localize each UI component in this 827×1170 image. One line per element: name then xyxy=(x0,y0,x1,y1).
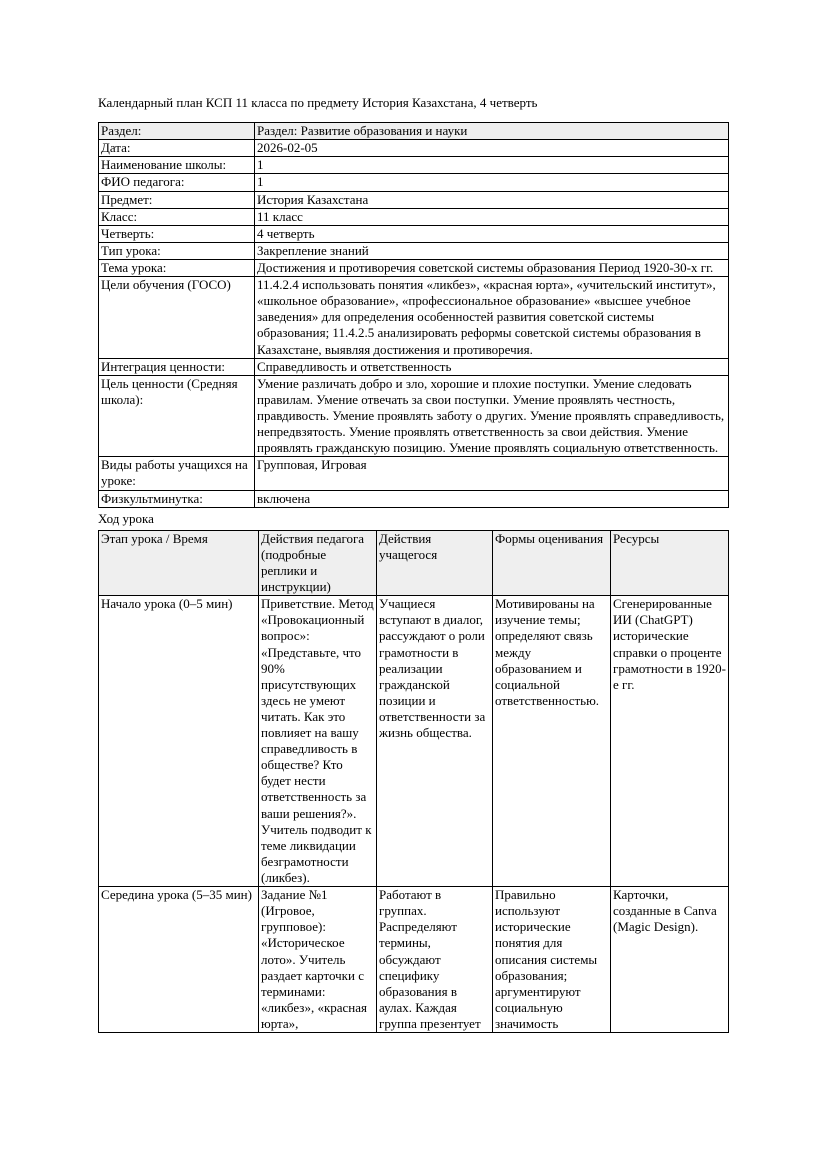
info-value-cell: Справедливость и ответственность xyxy=(255,358,729,375)
table-row xyxy=(99,225,729,242)
info-label-cell: Тип урока: xyxy=(99,242,255,259)
info-value-cell: История Казахстана xyxy=(255,191,729,208)
table-row xyxy=(99,191,729,208)
table-row xyxy=(99,457,729,490)
column-header-assessment: Формы оценивания xyxy=(493,530,611,595)
table-row xyxy=(99,596,729,887)
info-label-cell: Цель ценности (Средняя школа): xyxy=(99,375,255,457)
lesson-flow-heading: Ход урока xyxy=(98,510,154,526)
student-actions-cell: Работают в группах. Распределяют термины, обсуждают специфику образования в аулах. Каждая группа презентует xyxy=(377,887,493,1033)
assessment-cell: Мотивированы на изучение темы; определяют связь между образованием и социальной ответственностью. xyxy=(493,596,611,887)
info-label-cell: Дата: xyxy=(99,140,255,157)
table-row xyxy=(99,157,729,174)
info-value-cell: 4 четверть xyxy=(255,225,729,242)
table-row xyxy=(99,140,729,157)
info-value-cell: Раздел: Развитие образования и науки xyxy=(255,123,729,140)
lesson-info-table xyxy=(98,122,729,508)
column-header-resources: Ресурсы xyxy=(611,530,729,595)
info-label-cell: ФИО педагога: xyxy=(99,174,255,191)
table-row xyxy=(99,174,729,191)
info-value-cell: 11.4.2.4 использовать понятия «ликбез», «красная юрта», «учительский институт», «школьное образование», «профессиональное образование» «высшее учебное заведения» для определения особенностей развития советской системы образования; 11.4.2.5 анализировать реформы советской системы образования в Казахстане, выявляя достижения и противоречия. xyxy=(255,277,729,359)
info-value-cell: 11 класс xyxy=(255,208,729,225)
info-label-cell: Физкультминутка: xyxy=(99,490,255,507)
info-label-cell: Интеграция ценности: xyxy=(99,358,255,375)
table-row xyxy=(99,277,729,359)
lesson-flow-table xyxy=(98,530,729,1033)
student-actions-cell: Учащиеся вступают в диалог, рассуждают о роли грамотности в реализации гражданской позиции и ответственности за жизнь общества. xyxy=(377,596,493,887)
info-label-cell: Наименование школы: xyxy=(99,157,255,174)
table-row xyxy=(99,123,729,140)
table-row xyxy=(99,887,729,1033)
info-label-cell: Тема урока: xyxy=(99,259,255,276)
info-value-cell: 1 xyxy=(255,174,729,191)
info-value-cell: 1 xyxy=(255,157,729,174)
assessment-cell: Правильно используют исторические понятия для описания системы образования; аргументируют социальную значимость xyxy=(493,887,611,1033)
table-row xyxy=(99,490,729,507)
info-value-cell: Закрепление знаний xyxy=(255,242,729,259)
page-title: Календарный план КСП 11 класса по предмету История Казахстана, 4 четверть xyxy=(98,95,538,110)
info-value-cell: 2026-02-05 xyxy=(255,140,729,157)
info-label-cell: Предмет: xyxy=(99,191,255,208)
column-header-stage: Этап урока / Время xyxy=(99,530,259,595)
column-header-student-actions: Действия учащегося xyxy=(377,530,493,595)
table-header-row xyxy=(99,530,729,595)
info-label-cell: Виды работы учащихся на уроке: xyxy=(99,457,255,490)
teacher-actions-cell: Задание №1 (Игровое, групповое): «Историческое лото». Учитель раздает карточки с терминами: «ликбез», «красная юрта», xyxy=(259,887,377,1033)
table-row xyxy=(99,208,729,225)
stage-cell: Середина урока (5–35 мин) xyxy=(99,887,259,1033)
info-value-cell: включена xyxy=(255,490,729,507)
info-label-cell: Четверть: xyxy=(99,225,255,242)
column-header-teacher-actions: Действия педагога (подробные реплики и инструкции) xyxy=(259,530,377,595)
stage-cell: Начало урока (0–5 мин) xyxy=(99,596,259,887)
table-row xyxy=(99,358,729,375)
table-row xyxy=(99,375,729,457)
info-value-cell: Достижения и противоречия советской системы образования Период 1920-30-х гг. xyxy=(255,259,729,276)
info-label-cell: Класс: xyxy=(99,208,255,225)
info-value-cell: Умение различать добро и зло, хорошие и плохие поступки. Умение следовать правилам. Умение отвечать за свои поступки. Умение проявлять честность, правдивость. Умение проявлять заботу о других. Умение проявлять справедливость, непредвзятость. Умение проявлять ответственность за свои действия. Умение проявлять гражданскую позицию. Умение проявлять социальную ответственность. xyxy=(255,375,729,457)
table-row xyxy=(99,259,729,276)
resources-cell: Карточки, созданные в Canva (Magic Design). xyxy=(611,887,729,1033)
info-label-cell: Цели обучения (ГОСО) xyxy=(99,277,255,359)
info-value-cell: Групповая, Игровая xyxy=(255,457,729,490)
resources-cell: Сгенерированные ИИ (ChatGPT) исторические справки о проценте грамотности в 1920-е гг. xyxy=(611,596,729,887)
teacher-actions-cell: Приветствие. Метод «Провокационный вопрос»: «Представьте, что 90% присутствующих здесь не умеют читать. Как это повлияет на вашу справедливость в обществе? Кто будет нести ответственность за ваши решения?». Учитель подводит к теме ликвидации безграмотности (ликбез). xyxy=(259,596,377,887)
info-label-cell: Раздел: xyxy=(99,123,255,140)
table-row xyxy=(99,242,729,259)
